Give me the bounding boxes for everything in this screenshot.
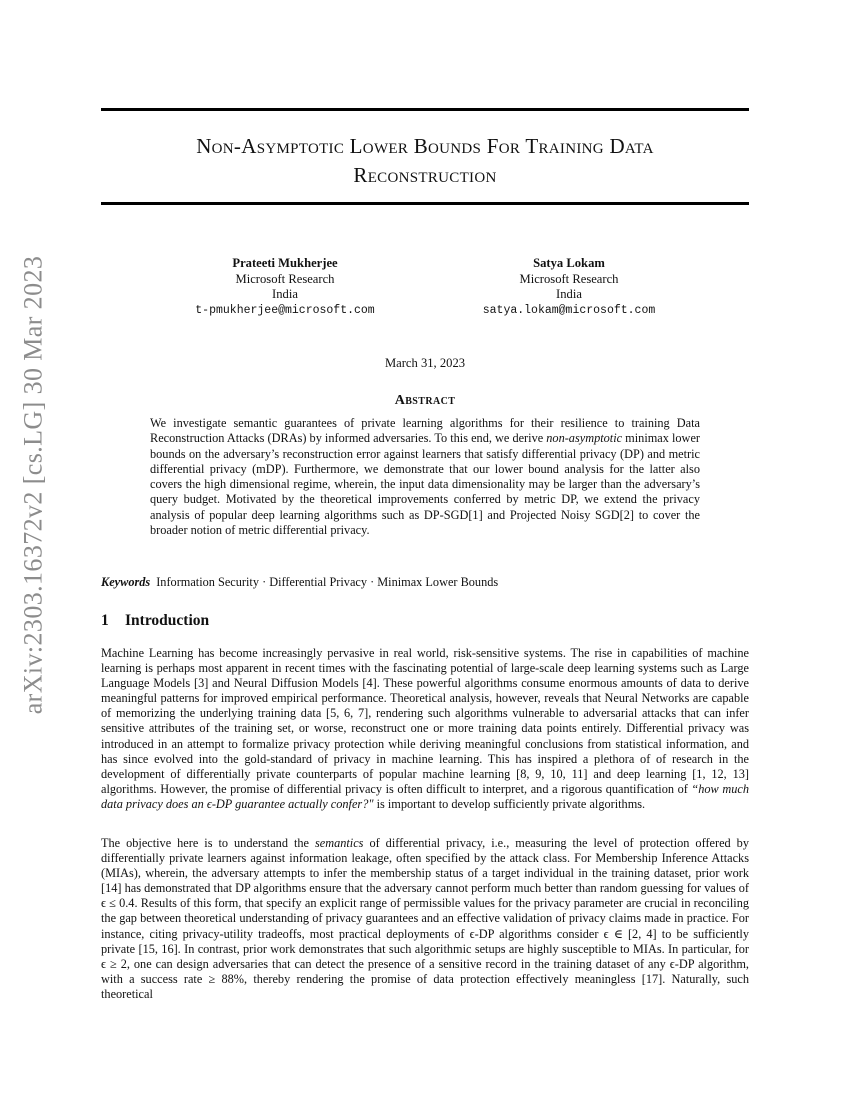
keywords-line	[101, 575, 749, 590]
title-top-rule	[101, 108, 749, 111]
paper-date: March 31, 2023	[384, 356, 466, 370]
title-line-2: Reconstruction	[353, 163, 497, 187]
intro-paragraph-1	[101, 646, 749, 812]
arxiv-identifier-text: arXiv:2303.16372v2 [cs.LG] 30 Mar 2023	[18, 255, 48, 715]
abstract-part-1: We investigate semantic guarantees of private learning algorithms for their resilience to training Data Reconstruction Attacks (DRAs) by informed adversaries. To this end, we derive	[150, 416, 700, 446]
keywords-text: Information Security · Differential Privacy · Minimax Lower Bounds	[156, 575, 499, 589]
paper-title	[101, 132, 749, 190]
keywords-label: Keywords	[101, 575, 151, 589]
section-heading-introduction	[101, 612, 209, 630]
intro-p2-part-1: The objective here is to understand the	[101, 836, 315, 850]
section-title: Introduction	[125, 612, 210, 629]
intro-p1-part-2: is important to develop sufficiently private algorithms.	[373, 796, 646, 811]
intro-p2-emphasis: semantics	[314, 836, 364, 850]
author-affiliation: Microsoft Research	[519, 271, 619, 286]
abstract-text	[150, 416, 700, 538]
abstract-part-2: minimax lower bounds on the adversary’s reconstruction error against learners that satisfy differential privacy (DP) and metric differential privacy (mDP). Furthermore, we demonstrate that our lower bound analysis for the latter also covers the high dimensional regime, wherein, the input data dimensionality may be larger than the adversary’s query budget. Motivated by the theoretical improvements conferred by metric DP, we extend the privacy analysis of popular deep learning algorithms such as DP-SGD[1] and Projected Noisy SGD[2] to cover the broader notion of metric differential privacy.	[150, 431, 700, 538]
intro-p2-part-2: of differential privacy, i.e., measuring the level of protection offered by differentially private learners against information leakage, often specified by the attack class. For Membership Inference Attacks (MIAs), wherein, the adversary attempts to infer the membership status of a target individual in the training dataset, prior work [14] has demonstrated that DP algorithms ensure that the adversary cannot perform much better than random guessing for values of ϵ ≤ 0.4. Results of this form, that specify an explicit range of permissible values for the privacy parameter are crucial in reconciling the gap between theoretical understanding of privacy guarantees and an effective validation of privacy claims made in practice. For instance, citing privacy-utility tradeoffs, most practical deployments of ϵ-DP algorithms consider ϵ ∈ [2, 4] to be sufficiently private [15, 16]. In contrast, prior work demonstrates that such algorithmic setups are highly susceptible to MIAs. In particular, for ϵ ≥ 2, one can design adversaries that can detect the presence of a sensitive record in the training dataset of any ϵ-DP algorithm, with a success rate ≥ 88%, thereby rendering the promise of data protection effectively meaningless [17]. Naturally, such theoretical	[101, 836, 749, 1001]
abstract-heading: Abstract	[394, 393, 456, 408]
author-country: India	[556, 287, 582, 301]
author-block-1	[155, 256, 415, 318]
intro-p1-emphasis: “how much data privacy does an ϵ-DP guarantee actually confer?"	[101, 781, 749, 811]
title-line-1: Non-Asymptotic Lower Bounds For Training Data	[196, 134, 654, 158]
author-name: Prateeti Mukherjee	[232, 256, 338, 270]
title-bottom-rule	[101, 202, 749, 205]
section-number: 1	[101, 612, 109, 629]
author-block-2	[439, 256, 699, 318]
author-email: t-pmukherjee@microsoft.com	[195, 303, 375, 317]
author-affiliation: Microsoft Research	[235, 271, 335, 286]
author-country: India	[272, 287, 298, 301]
intro-p1-part-1: Machine Learning has become increasingly pervasive in real world, risk-sensitive systems. The rise in capabilities of machine learning is perhaps most apparent in recent times with the fascinating potential of large-scale deep learning systems such as Large Language Models [3] and Neural Diffusion Models [4]. These powerful algorithms consume enormous amounts of data to derive meaningful patterns for improved empirical performance. Theoretical analysis, however, reveals that Neural Networks are capable of memorizing the underlying training data [5, 6, 7], rendering such algorithms vulnerable to adversarial attacks that can infer sensitive attributes of the training set, or worse, reconstruct one or more training data points entirely. Differential privacy was introduced in an attempt to formalize privacy protection while deriving meaningful conclusions from statistical information, and has since evolved into the gold-standard of privacy in machine learning. This has inspired a plethora of of research in the development of differentially private counterparts of popular machine learning [8, 9, 10, 11] and deep learning [1, 12, 13] algorithms. However, the promise of differential privacy is often difficult to interpret, and a rigorous quantification of	[101, 646, 749, 796]
intro-paragraph-2	[101, 836, 749, 1002]
author-name: Satya Lokam	[533, 256, 605, 270]
author-email: satya.lokam@microsoft.com	[482, 303, 656, 317]
abstract-emphasis: non-asymptotic	[546, 431, 623, 446]
arxiv-identifier	[13, 255, 53, 715]
